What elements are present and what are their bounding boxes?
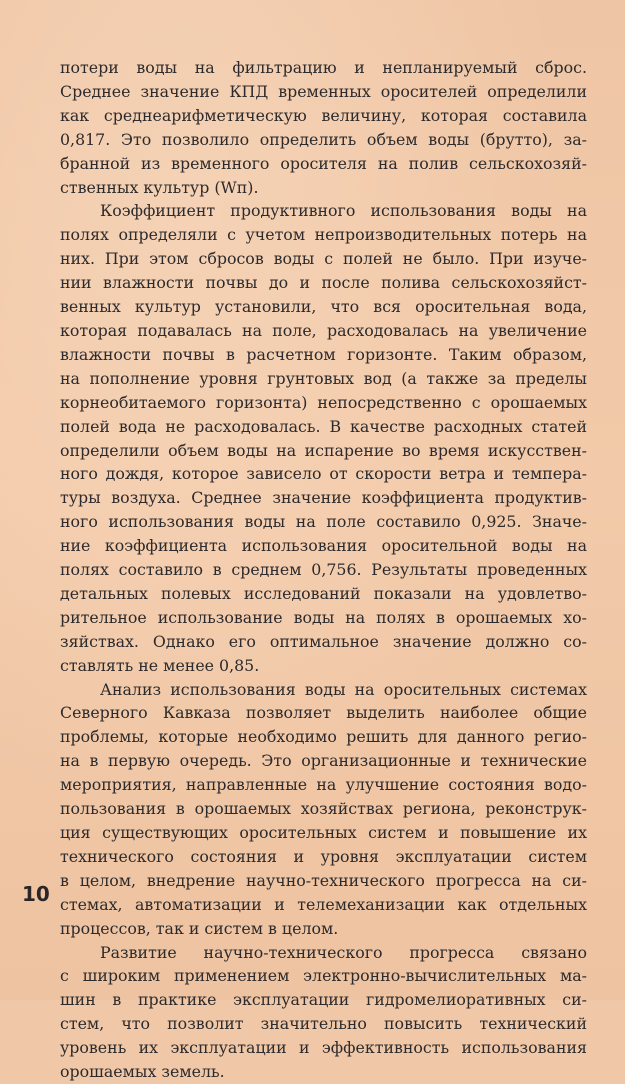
text-line: потери воды на фильтрацию и непланируемый сброс. (60, 58, 587, 77)
text-line: орошаемых земель. (60, 1062, 225, 1082)
text-line: проблемы, которые необходимо решить для данного регио- (60, 727, 587, 747)
text-line: с широким применением электронно-вычислительных ма- (60, 966, 587, 986)
text-line: полях составило в среднем 0,756. Результаты проведенных (60, 560, 587, 580)
paragraph (60, 56, 587, 199)
text-line: ственных культур (Wп). (60, 177, 259, 197)
text-line: них. При этом сбросов воды с полей не было. При изуче- (60, 249, 587, 269)
paragraph (60, 941, 587, 1084)
text-line: венных культур установили, что вся оросительная вода, (60, 297, 587, 317)
text-line: ставлять не менее 0,85. (60, 655, 260, 675)
text-line: стем, что позволит значительно повысить технический (60, 1014, 587, 1034)
text-line: Коэффициент продуктивного использования воды на (100, 201, 587, 221)
text-line: в целом, внедрение научно-технического прогресса на си- (60, 870, 587, 890)
body-text (60, 56, 587, 1084)
text-line: ного дождя, которое зависело от скорости ветра и темпера- (60, 464, 587, 484)
text-line: 0,817. Это позволило определить объем воды (брутто), за- (60, 129, 587, 149)
text-line: стемах, автоматизации и телемеханизации как отдельных (60, 894, 587, 914)
text-line: ного использования воды на поле составило 0,925. Значе- (60, 512, 587, 532)
text-line: бранной из временного оросителя на полив сельскохозяй- (60, 153, 587, 173)
text-line: ция существующих оросительных систем и повышение их (60, 823, 587, 842)
text-line: полей вода не расходовалась. В качестве расходных статей (60, 416, 587, 436)
text-line: на пополнение уровня грунтовых вод (а также за пределы (60, 368, 587, 388)
paragraph (60, 678, 587, 941)
text-line: шин в практике эксплуатации гидромелиоративных си- (60, 990, 587, 1010)
text-line: полях определяли с учетом непроизводительных потерь на (60, 225, 587, 245)
text-line: нии влажности почвы до и после полива сельскохозяйст- (60, 273, 587, 293)
text-line: технического состояния и уровня эксплуатации систем (60, 846, 587, 866)
text-line: детальных полевых исследований показали на удовлетво- (60, 583, 587, 603)
text-line: корнеобитаемого горизонта) непосредственно с орошаемых (60, 392, 587, 412)
text-line: определили объем воды на испарение во время искусствен- (60, 440, 587, 460)
text-line: процессов, так и систем в целом. (60, 918, 339, 938)
text-line: ние коэффициента использования оросительной воды на (60, 536, 587, 556)
text-line: мероприятия, направленные на улучшение состояния водо- (60, 775, 587, 795)
paragraph (60, 199, 587, 677)
text-line: туры воздуха. Среднее значение коэффициента продуктив- (60, 488, 587, 508)
text-line: пользования в орошаемых хозяйствах региона, реконструк- (60, 799, 587, 819)
text-line: которая подавалась на поле, расходовалась на увеличение (60, 320, 587, 340)
text-line: Развитие научно-технического прогресса связано (100, 942, 587, 962)
text-line: рительное использование воды на полях в орошаемых хо- (60, 607, 587, 627)
text-line: зяйствах. Однако его оптимальное значение должно со- (60, 631, 587, 651)
page-number: 10 (22, 882, 50, 906)
text-line: как среднеарифметическую величину, которая составила (60, 105, 587, 125)
text-line: на в первую очередь. Это организационные и технические (60, 751, 587, 771)
text-line: Анализ использования воды на оросительных системах (100, 679, 587, 699)
text-line: уровень их эксплуатации и эффективность использования (60, 1038, 587, 1058)
text-line: Северного Кавказа позволяет выделить наиболее общие (60, 703, 587, 723)
text-line: Среднее значение КПД временных оросителей определили (60, 81, 587, 101)
text-line: влажности почвы в расчетном горизонте. Таким образом, (60, 344, 587, 364)
